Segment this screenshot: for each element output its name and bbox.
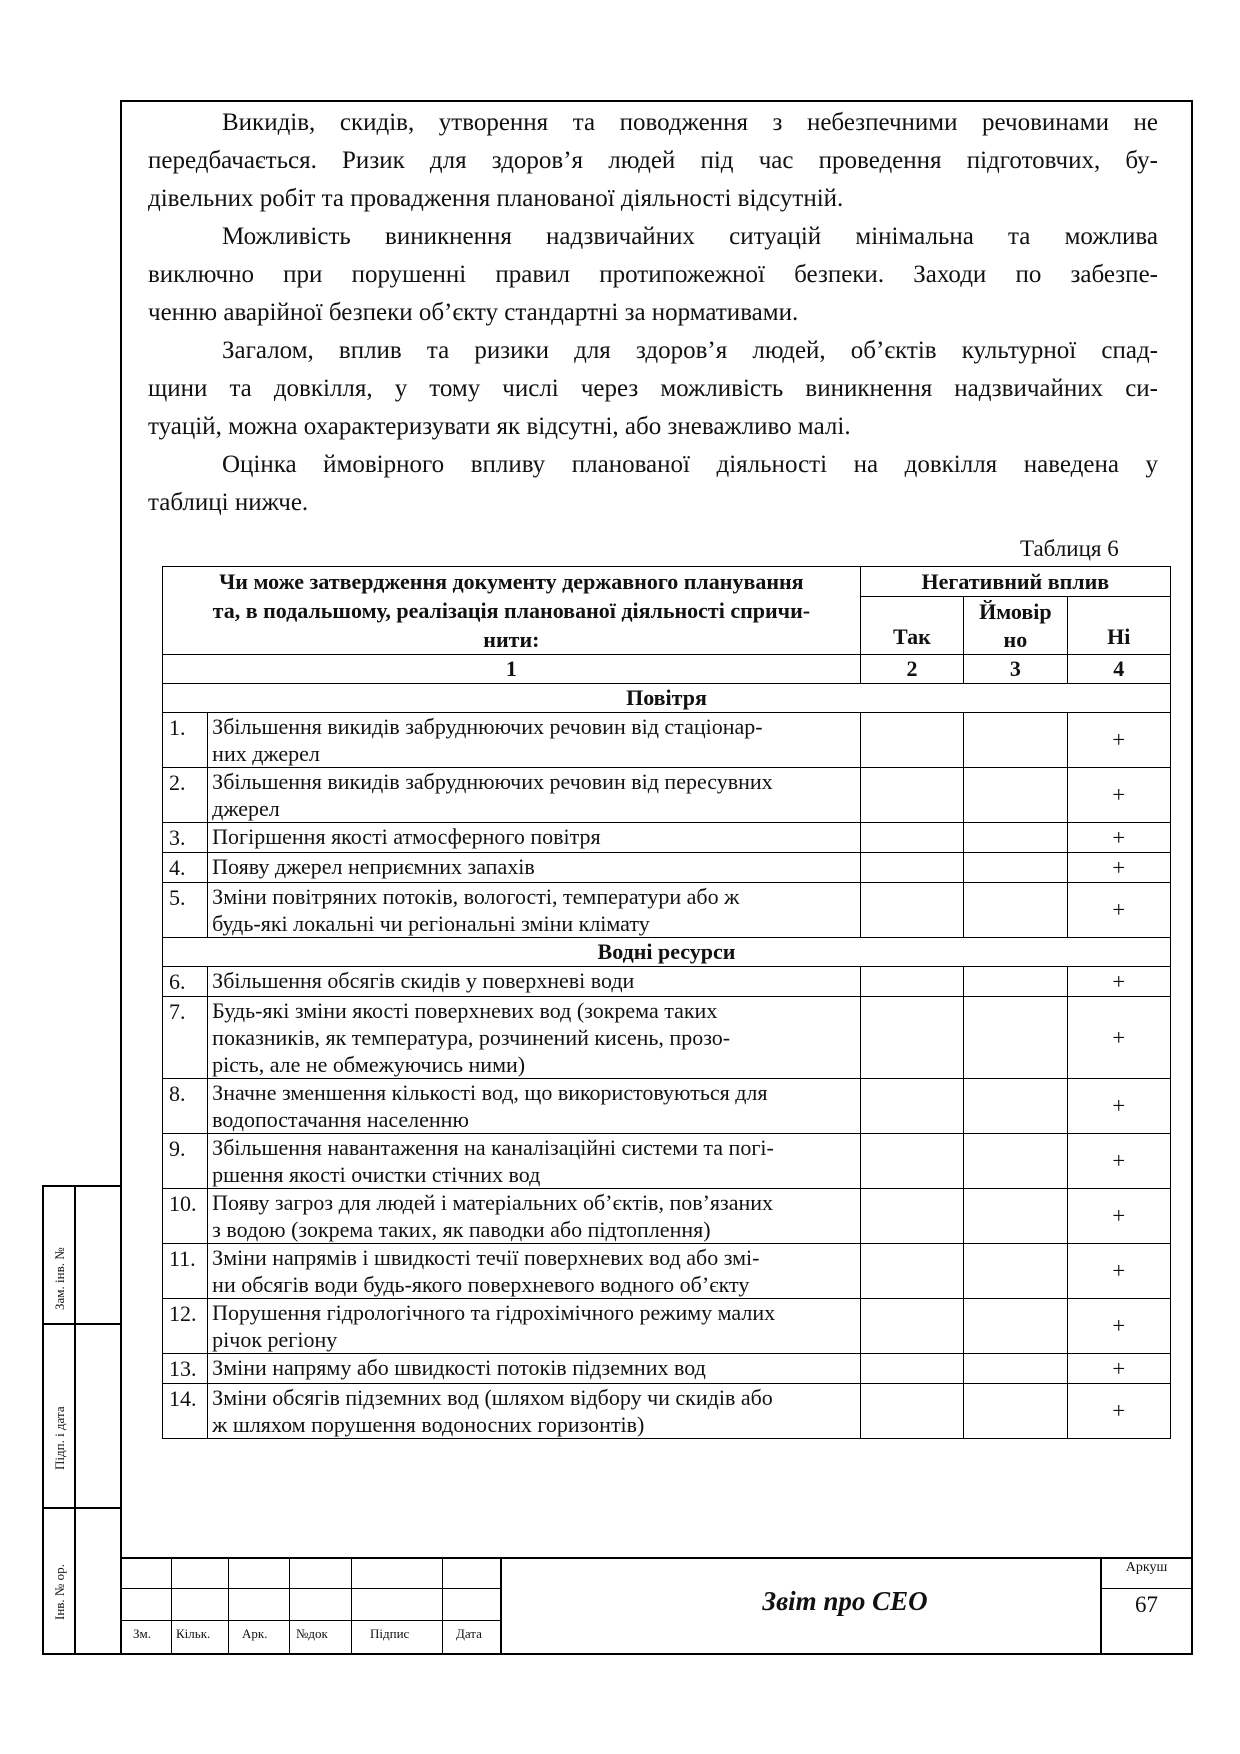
mark-maybe <box>964 1354 1067 1384</box>
description-line: Збільшення обсягів скидів у поверхневі води <box>212 968 635 993</box>
description-line: водопостачання населенню <box>212 1107 469 1132</box>
mark-maybe <box>964 967 1067 997</box>
tb-col-change: Зм. <box>133 1626 151 1641</box>
description-line: Збільшення викидів забруднюючих речовин від стаціонар- <box>212 714 763 739</box>
mark-yes <box>860 768 963 823</box>
mark-maybe <box>964 1134 1067 1189</box>
mark-maybe <box>964 997 1067 1079</box>
row-number: 14. <box>163 1384 208 1439</box>
description-line: ж шляхом порушення водоносних горизонтів) <box>212 1412 645 1437</box>
mark-yes <box>860 1384 963 1439</box>
mark-yes <box>860 823 963 853</box>
mark-yes <box>860 997 963 1079</box>
mark-no: + <box>1067 713 1170 768</box>
mark-no: + <box>1067 997 1170 1079</box>
mark-no: + <box>1067 1079 1170 1134</box>
mark-no: + <box>1067 853 1170 883</box>
body-line: Викидів, скидів, утворення та поводження з небезпечними речовинами не <box>222 109 1158 136</box>
body-line: Загалом, вплив та ризики для здоров’я людей, об’єктів культурної спад- <box>222 337 1158 364</box>
description-line: будь-які локальні чи регіональні зміни клімату <box>212 911 650 936</box>
row-description <box>208 1189 861 1244</box>
table-row <box>163 1189 1171 1244</box>
mark-yes <box>860 713 963 768</box>
row-number: 1. <box>163 713 208 768</box>
row-number: 3. <box>163 823 208 853</box>
mark-maybe <box>964 1189 1067 1244</box>
col-number-4: 4 <box>1067 655 1170 684</box>
document-title: Звіт про СЕО <box>762 1586 928 1616</box>
body-line: ченню аварійної безпеки об’єкту стандартні за нормативами. <box>148 299 799 326</box>
row-description <box>208 1134 861 1189</box>
table-row <box>163 1244 1171 1299</box>
mark-yes <box>860 1079 963 1134</box>
row-description <box>208 713 861 768</box>
mark-yes <box>860 1299 963 1354</box>
mark-maybe <box>964 883 1067 938</box>
table-row <box>163 853 1171 883</box>
col-number-3: 3 <box>964 655 1067 684</box>
header-yes: Так <box>860 597 963 655</box>
mark-no: + <box>1067 1354 1170 1384</box>
row-number: 4. <box>163 853 208 883</box>
section-row <box>163 684 1171 713</box>
tb-col-quantity: Кільк. <box>176 1626 211 1641</box>
description-line: Будь-які зміни якості поверхневих вод (зокрема таких <box>212 998 718 1023</box>
row-description <box>208 823 861 853</box>
sheet-label: Аркуш <box>1125 1560 1168 1575</box>
mark-maybe <box>964 1299 1067 1354</box>
description-line: них джерел <box>212 741 320 766</box>
description-line: ршення якості очистки стічних вод <box>212 1162 541 1187</box>
row-number: 8. <box>163 1079 208 1134</box>
row-description <box>208 1079 861 1134</box>
body-line: передбачається. Ризик для здоров’я людей під час проведення підготовчих, бу- <box>148 147 1158 174</box>
row-description <box>208 997 861 1079</box>
table-row <box>163 883 1171 938</box>
description-line: Зміни повітряних потоків, вологості, температури або ж <box>212 884 740 909</box>
mark-no: + <box>1067 883 1170 938</box>
row-description <box>208 1244 861 1299</box>
header-negative-impact: Негативний вплив <box>860 567 1170 597</box>
row-number: 10. <box>163 1189 208 1244</box>
mark-maybe <box>964 713 1067 768</box>
description-line: Збільшення навантаження на каналізаційні системи та погі- <box>212 1135 774 1160</box>
table-row <box>163 967 1171 997</box>
row-description <box>208 1354 861 1384</box>
mark-no: + <box>1067 967 1170 997</box>
header-no: Ні <box>1067 597 1170 655</box>
description-line: з водою (зокрема таких, як паводки або підтоплення) <box>212 1217 711 1242</box>
table-row <box>163 1079 1171 1134</box>
row-description <box>208 883 861 938</box>
row-number: 6. <box>163 967 208 997</box>
body-text <box>148 104 1158 522</box>
row-description <box>208 967 861 997</box>
table-row <box>163 713 1171 768</box>
header-question: Чи може затвердження документу державного планування та, в подальшому, реалізація планованої діяльності спричи- нити: <box>163 567 861 655</box>
table-row <box>163 997 1171 1079</box>
row-description <box>208 768 861 823</box>
description-line: показників, як температура, розчинений кисень, прозо- <box>212 1025 731 1050</box>
mark-yes <box>860 1354 963 1384</box>
description-line: Появу загроз для людей і матеріальних об’єктів, пов’язаних <box>212 1190 774 1215</box>
row-description <box>208 1384 861 1439</box>
stamp-label-original-inv: Інв. № ор. <box>52 1564 67 1620</box>
table-row <box>163 1354 1171 1384</box>
row-number: 7. <box>163 997 208 1079</box>
description-line: рість, але не обмежуючись ними) <box>212 1052 526 1077</box>
mark-maybe <box>964 1079 1067 1134</box>
header-maybe: Ймовір но <box>964 597 1067 655</box>
body-line: щини та довкілля, у тому числі через можливість виникнення надзвичайних си- <box>148 375 1158 402</box>
description-line: Погіршення якості атмосферного повітря <box>212 824 601 849</box>
row-number: 13. <box>163 1354 208 1384</box>
table-row <box>163 823 1171 853</box>
table-caption: Таблиця 6 <box>1020 536 1119 561</box>
body-line: виключно при порушенні правил протипожежної безпеки. Заходи по забезпе- <box>148 261 1158 288</box>
mark-yes <box>860 883 963 938</box>
mark-yes <box>860 1189 963 1244</box>
description-line: ни обсягів води будь-якого поверхневого водного об’єкту <box>212 1272 750 1297</box>
body-line: дівельних робіт та провадження планованої діяльності відсутній. <box>148 185 844 212</box>
row-number: 2. <box>163 768 208 823</box>
section-row <box>163 938 1171 967</box>
tb-col-signature: Підпис <box>370 1626 410 1641</box>
mark-no: + <box>1067 1189 1170 1244</box>
description-line: джерел <box>212 796 280 821</box>
mark-no: + <box>1067 768 1170 823</box>
description-line: Зміни обсягів підземних вод (шляхом відбору чи скидів або <box>212 1385 773 1410</box>
mark-maybe <box>964 1384 1067 1439</box>
mark-yes <box>860 1244 963 1299</box>
row-description <box>208 853 861 883</box>
row-number: 11. <box>163 1244 208 1299</box>
stamp-label-signature-date: Підп. і дата <box>52 1406 67 1470</box>
table-row <box>163 1134 1171 1189</box>
impact-table <box>162 566 1171 1439</box>
row-number: 9. <box>163 1134 208 1189</box>
description-line: Зміни напряму або швидкості потоків підземних вод <box>212 1355 706 1380</box>
body-line: туацій, можна охарактеризувати як відсутні, або зневажливо малі. <box>148 413 851 440</box>
row-number: 5. <box>163 883 208 938</box>
description-line: Появу джерел неприємних запахів <box>212 854 535 879</box>
tb-col-doc-no: №док <box>296 1626 328 1641</box>
mark-maybe <box>964 1244 1067 1299</box>
table-row <box>163 768 1171 823</box>
table-row <box>163 1384 1171 1439</box>
section-title: Водні ресурси <box>163 938 1171 967</box>
mark-maybe <box>964 823 1067 853</box>
body-line: Можливість виникнення надзвичайних ситуацій мінімальна та можлива <box>222 223 1158 250</box>
mark-no: + <box>1067 1299 1170 1354</box>
sheet-number: 67 <box>1135 1592 1158 1617</box>
row-number: 12. <box>163 1299 208 1354</box>
description-line: Значне зменшення кількості вод, що використовуються для <box>212 1080 768 1105</box>
tb-col-sheet: Арк. <box>242 1626 268 1641</box>
body-line: Оцінка ймовірного впливу планованої діяльності на довкілля наведена у <box>222 451 1158 478</box>
mark-no: + <box>1067 1244 1170 1299</box>
mark-yes <box>860 853 963 883</box>
title-block <box>120 1557 1193 1655</box>
col-number-2: 2 <box>860 655 963 684</box>
col-number-1: 1 <box>163 655 861 684</box>
description-line: Порушення гідрологічного та гідрохімічного режиму малих <box>212 1300 776 1325</box>
description-line: Зміни напрямів і швидкості течії поверхневих вод або змі- <box>212 1245 760 1270</box>
table-row <box>163 1299 1171 1354</box>
stamp-label-replaced-inv: Зам. інв. № <box>52 1247 67 1310</box>
description-line: річок регіону <box>212 1327 338 1352</box>
mark-no: + <box>1067 1134 1170 1189</box>
body-line: таблиці нижче. <box>148 489 309 516</box>
mark-maybe <box>964 853 1067 883</box>
mark-no: + <box>1067 823 1170 853</box>
mark-yes <box>860 967 963 997</box>
mark-no: + <box>1067 1384 1170 1439</box>
row-description <box>208 1299 861 1354</box>
mark-maybe <box>964 768 1067 823</box>
mark-yes <box>860 1134 963 1189</box>
section-title: Повітря <box>163 684 1171 713</box>
description-line: Збільшення викидів забруднюючих речовин від пересувних <box>212 769 773 794</box>
tb-col-date: Дата <box>456 1626 482 1641</box>
